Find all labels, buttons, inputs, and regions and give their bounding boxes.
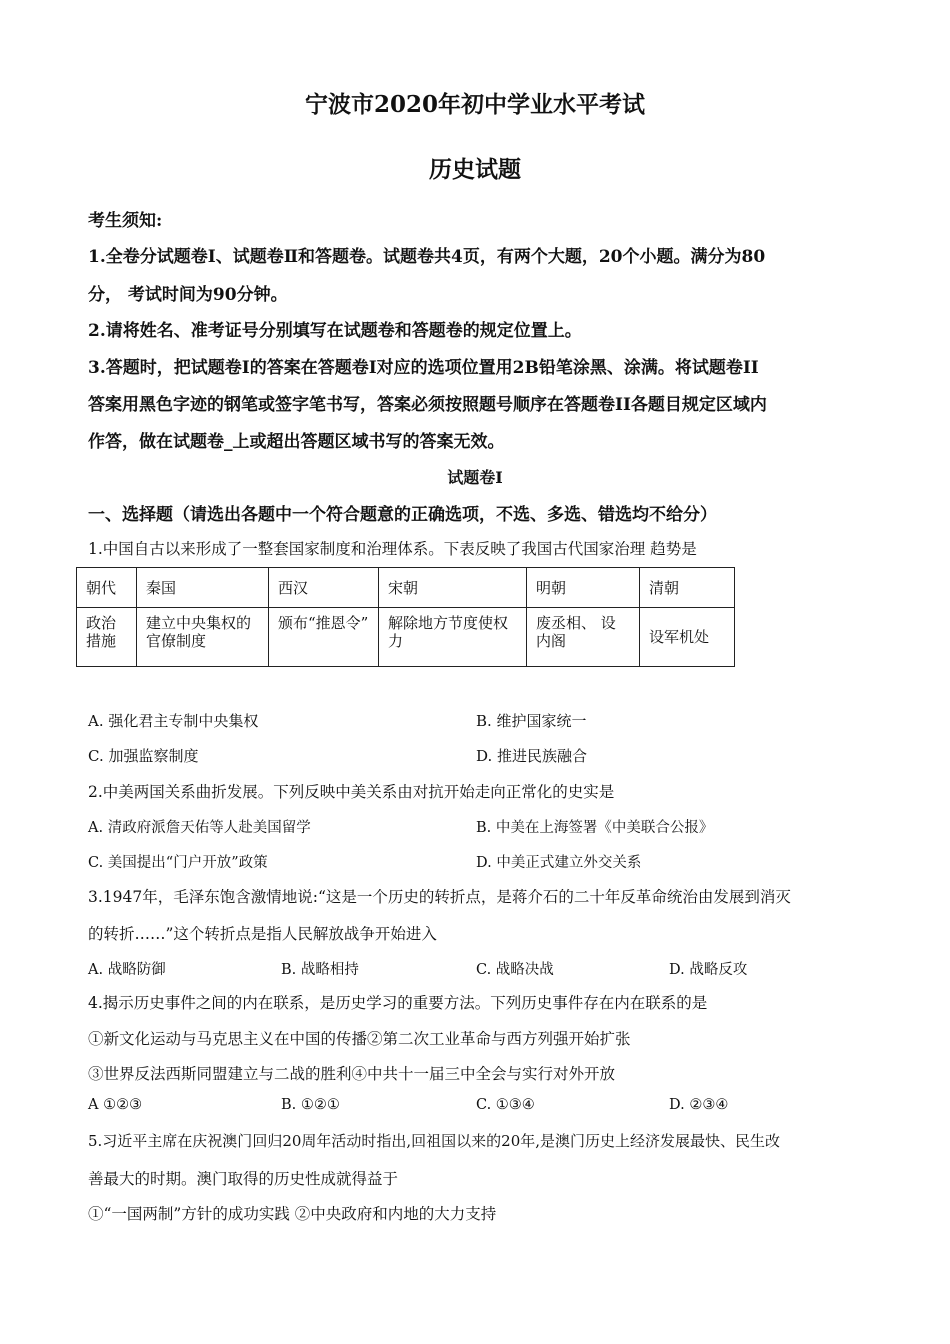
q2-option-c[interactable]: C. 美国提出“门户开放”政策 — [88, 855, 268, 871]
q4-option-c[interactable]: C. ①③④ — [476, 1097, 535, 1113]
q5-stem-line: 善最大的时期。澳门取得的历史性成就得益于 — [88, 1170, 399, 1188]
q3-option-a[interactable]: A. 战略防御 — [88, 962, 166, 978]
table-header-row — [77, 568, 735, 608]
table-cell: 西汉 — [269, 568, 379, 608]
table-cell: 宋朝 — [379, 568, 527, 608]
q3-option-d[interactable]: D. 战略反攻 — [669, 962, 748, 978]
q1-option-a[interactable]: A. 强化君主专制中央集权 — [88, 712, 259, 730]
q2-stem: 2.中美两国关系曲折发展。下列反映中美关系由对抗开始走向正常化的史实是 — [88, 783, 615, 801]
q4-option-b[interactable]: B. ①②① — [281, 1097, 340, 1113]
q1-option-b[interactable]: B. 维护国家统一 — [476, 712, 587, 730]
q3-stem-line: 3.1947年，毛泽东饱含激情地说:“这是一个历史的转折点，是蒋介石的二十年反革命统治由发展到消灭 — [88, 888, 791, 906]
q1-option-d[interactable]: D. 推进民族融合 — [476, 747, 588, 765]
q4-stem: 4.揭示历史事件之间的内在联系，是历史学习的重要方法。下列历史事件存在内在联系的是 — [88, 994, 708, 1012]
q4-item-line: ①新文化运动与马克思主义在中国的传播②第二次工业革命与西方列强开始扩张 — [88, 1030, 631, 1048]
q3-option-b[interactable]: B. 战略相持 — [281, 962, 359, 978]
notice-line: 1.全卷分试题卷I、试题卷Ⅱ和答题卷。试题卷共4页，有两个大题，20个小题。满分为80 — [88, 247, 766, 267]
q4-option-a[interactable]: A ①②③ — [88, 1097, 143, 1113]
q5-item-line: ①“一国两制”方针的成功实践 ②中央政府和内地的大力支持 — [88, 1205, 497, 1223]
q3-stem-line: 的转折……”这个转折点是指人民解放战争开始进入 — [88, 925, 437, 943]
table-cell: 清朝 — [640, 568, 735, 608]
q4-option-d[interactable]: D. ②③④ — [669, 1097, 729, 1113]
section-heading: 一、选择题（请选出各题中一个符合题意的正确选项，不选、多选、错选均不给分） — [88, 505, 717, 525]
q5-stem-line: 5.习近平主席在庆祝澳门回归20周年活动时指出,回祖国以来的20年,是澳门历史上经济发展最快、民生改 — [88, 1132, 781, 1150]
exam-subtitle: 历史试题 — [429, 156, 521, 183]
table-row — [77, 608, 735, 667]
q1-stem: 1.中国自古以来形成了一整套国家制度和治理体系。下表反映了我国古代国家治理 趋势是 — [88, 540, 697, 558]
q1-policy-table — [76, 567, 735, 667]
q4-item-line: ③世界反法西斯同盟建立与二战的胜利④中共十一届三中全会与实行对外开放 — [88, 1065, 616, 1083]
paper-label: 试题卷I — [447, 468, 503, 487]
notice-line: 分， 考试时间为90分钟。 — [88, 285, 288, 305]
notice-line: 答案用黑色字迹的钢笔或签字笔书写，答案必须按照题号顺序在答题卷II各题目规定区域内 — [88, 395, 767, 415]
q2-option-d[interactable]: D. 中美正式建立外交关系 — [476, 855, 642, 871]
table-cell: 明朝 — [527, 568, 640, 608]
table-cell: 设军机处 — [640, 608, 735, 667]
q3-option-c[interactable]: C. 战略决战 — [476, 962, 554, 978]
q2-option-a[interactable]: A. 清政府派詹天佑等人赴美国留学 — [88, 820, 311, 836]
table-cell: 朝代 — [77, 568, 137, 608]
table-cell: 颁布“推恩令” — [269, 608, 379, 667]
notice-line: 作答，做在试题卷_上或超出答题区域书写的答案无效。 — [88, 432, 505, 452]
table-cell: 废丞相、 设内阁 — [527, 608, 640, 667]
notice-line: 3.答题时，把试题卷I的答案在答题卷I对应的选项位置用2B铅笔涂黑、涂满。将试题卷II — [88, 358, 759, 378]
q1-option-c[interactable]: C. 加强监察制度 — [88, 747, 199, 765]
table-cell: 秦国 — [137, 568, 269, 608]
table-cell: 建立中央集权的官僚制度 — [137, 608, 269, 667]
table-cell: 政治措施 — [77, 608, 137, 667]
exam-title: 宁波市2020年初中学业水平考试 — [304, 91, 645, 118]
notice-line: 2.请将姓名、准考证号分别填写在试题卷和答题卷的规定位置上。 — [88, 321, 582, 341]
notice-heading: 考生须知: — [88, 211, 163, 231]
q2-option-b[interactable]: B. 中美在上海签署《中美联合公报》 — [476, 820, 714, 836]
table-cell: 解除地方节度使权力 — [379, 608, 527, 667]
